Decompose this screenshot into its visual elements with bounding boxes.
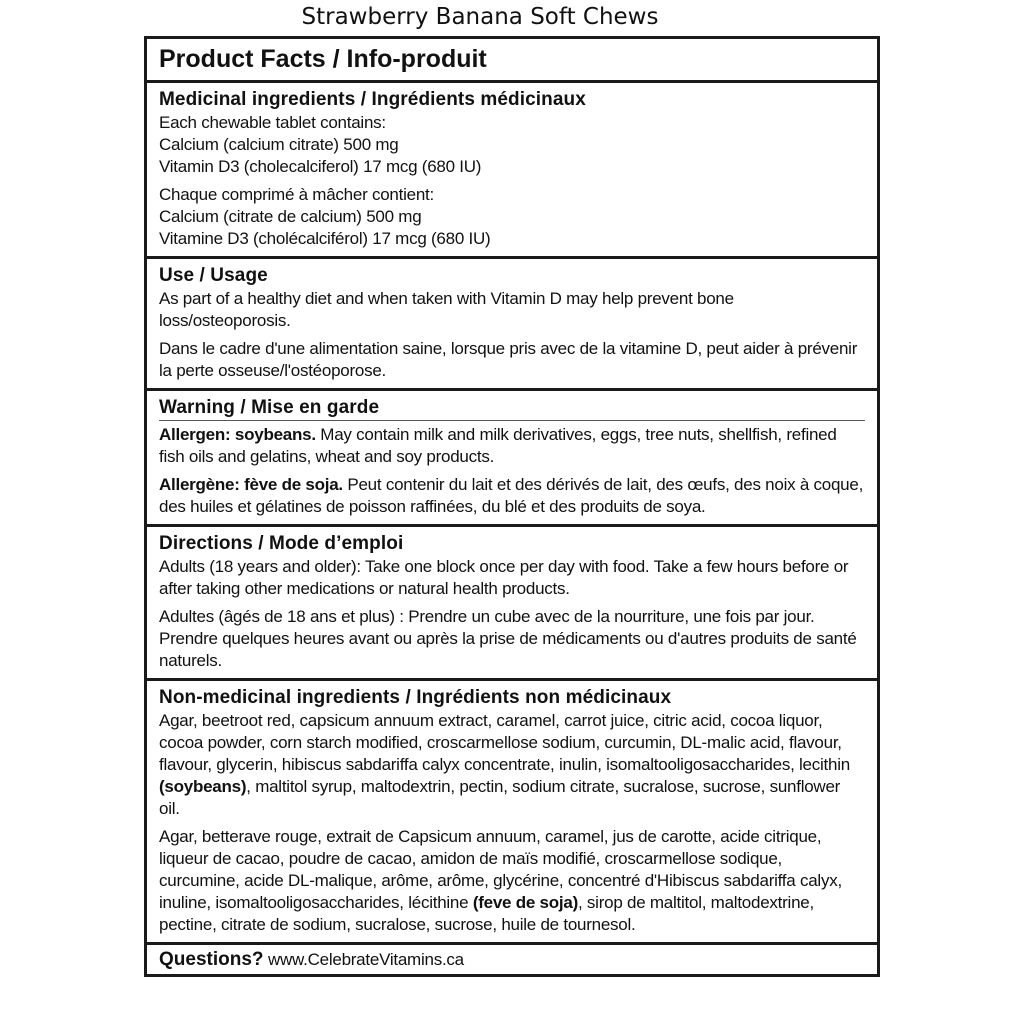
medicinal-ingredients-heading: Medicinal ingredients / Ingrédients médicinaux bbox=[159, 89, 586, 110]
non-medicinal-heading: Non-medicinal ingredients / Ingrédients non médicinaux bbox=[159, 687, 672, 708]
non-medicinal-fr-text: , sirop de maltitol, maltodextrine, pectine, citrate de sodium, sucralose, sucrose, huile de tournesol. bbox=[159, 893, 814, 934]
medicinal-fr-line: Vitamine D3 (cholécalciférol) 17 mcg (680 IU) bbox=[159, 229, 491, 248]
use-en: As part of a healthy diet and when taken with Vitamin D may help prevent bone loss/osteoporosis. bbox=[159, 289, 734, 330]
use-heading: Use / Usage bbox=[159, 265, 268, 286]
non-medicinal-fr-text: Agar, betterave rouge, extrait de Capsicum annuum, caramel, jus de carotte, acide citrique, liqueur de cacao, poudre de cacao, amidon de maïs modifié, croscarmellose sodique, curcumine, acide DL-malique, arôme, arôme, glycérine, concentré d'Hibiscus sabdariffa calyx, inuline, isomaltooligosaccharides, lécithine bbox=[159, 827, 842, 912]
directions-en: Adults (18 years and older): Take one block once per day with food. Take a few hours before or after taking other medications or natural health products. bbox=[159, 557, 849, 598]
directions-fr: Adultes (âgés de 18 ans et plus) : Prendre un cube avec de la nourriture, une fois par jour. Prendre quelques heures avant ou après la prise de médicaments ou d'autres produits de santé naturels. bbox=[159, 607, 857, 670]
website-link[interactable]: www.CelebrateVitamins.ca bbox=[263, 950, 464, 969]
panel-title: Product Facts / Info-produit bbox=[159, 45, 487, 73]
warning-heading: Warning / Mise en garde bbox=[159, 396, 865, 421]
warning-section bbox=[147, 388, 877, 524]
warning-fr bbox=[159, 474, 865, 518]
medicinal-fr-line: Chaque comprimé à mâcher contient: bbox=[159, 185, 434, 204]
product-facts-panel bbox=[144, 36, 880, 977]
product-name: Strawberry Banana Soft Chews bbox=[301, 4, 659, 30]
non-medicinal-fr bbox=[159, 826, 865, 936]
medicinal-fr-line: Calcium (citrate de calcium) 500 mg bbox=[159, 207, 422, 226]
medicinal-ingredients-en bbox=[159, 112, 865, 178]
soybeans-highlight: (soybeans) bbox=[159, 777, 247, 796]
non-medicinal-en-text: Agar, beetroot red, capsicum annuum extract, caramel, carrot juice, citric acid, cocoa liquor, cocoa powder, corn starch modified, croscarmellose sodium, curcumin, DL-malic acid, flavour, flavour, glycerin, hibiscus sabdariffa calyx concentrate, inulin, isomaltooligosaccharides, lecithin bbox=[159, 711, 850, 774]
medicinal-ingredients-fr bbox=[159, 184, 865, 250]
non-medicinal-en bbox=[159, 710, 865, 820]
questions-label: Questions? bbox=[159, 949, 264, 970]
medicinal-ingredients-section bbox=[147, 80, 877, 256]
soja-highlight: (feve de soja) bbox=[472, 893, 578, 912]
warning-en-text: May contain milk and milk derivatives, eggs, tree nuts, shellfish, refined fish oils and gelatins, wheat and soy products. bbox=[159, 425, 837, 466]
medicinal-en-line: Each chewable tablet contains: bbox=[159, 113, 386, 132]
use-fr: Dans le cadre d'une alimentation saine, lorsque pris avec de la vitamine D, peut aider à prévenir la perte osseuse/l'ostéoporose. bbox=[159, 339, 858, 380]
allergen-label-en: Allergen: soybeans. bbox=[159, 425, 316, 444]
directions-section bbox=[147, 524, 877, 678]
warning-fr-text: Peut contenir du lait et des dérivés de lait, des œufs, des noix à coque, des huiles et gélatines de poisson raffinées, du blé et des produits de soya. bbox=[159, 475, 864, 516]
medicinal-en-line: Calcium (calcium citrate) 500 mg bbox=[159, 135, 399, 154]
questions-section bbox=[147, 942, 877, 974]
allergen-label-fr: Allergène: fève de soja. bbox=[159, 475, 343, 494]
medicinal-en-line: Vitamin D3 (cholecalciferol) 17 mcg (680 IU) bbox=[159, 157, 482, 176]
warning-en bbox=[159, 424, 865, 468]
non-medicinal-section bbox=[147, 678, 877, 942]
use-section bbox=[147, 256, 877, 388]
non-medicinal-en-text: , maltitol syrup, maltodextrin, pectin, sodium citrate, sucralose, sucrose, sunflower oil. bbox=[159, 777, 841, 818]
directions-heading: Directions / Mode d’emploi bbox=[159, 533, 404, 554]
